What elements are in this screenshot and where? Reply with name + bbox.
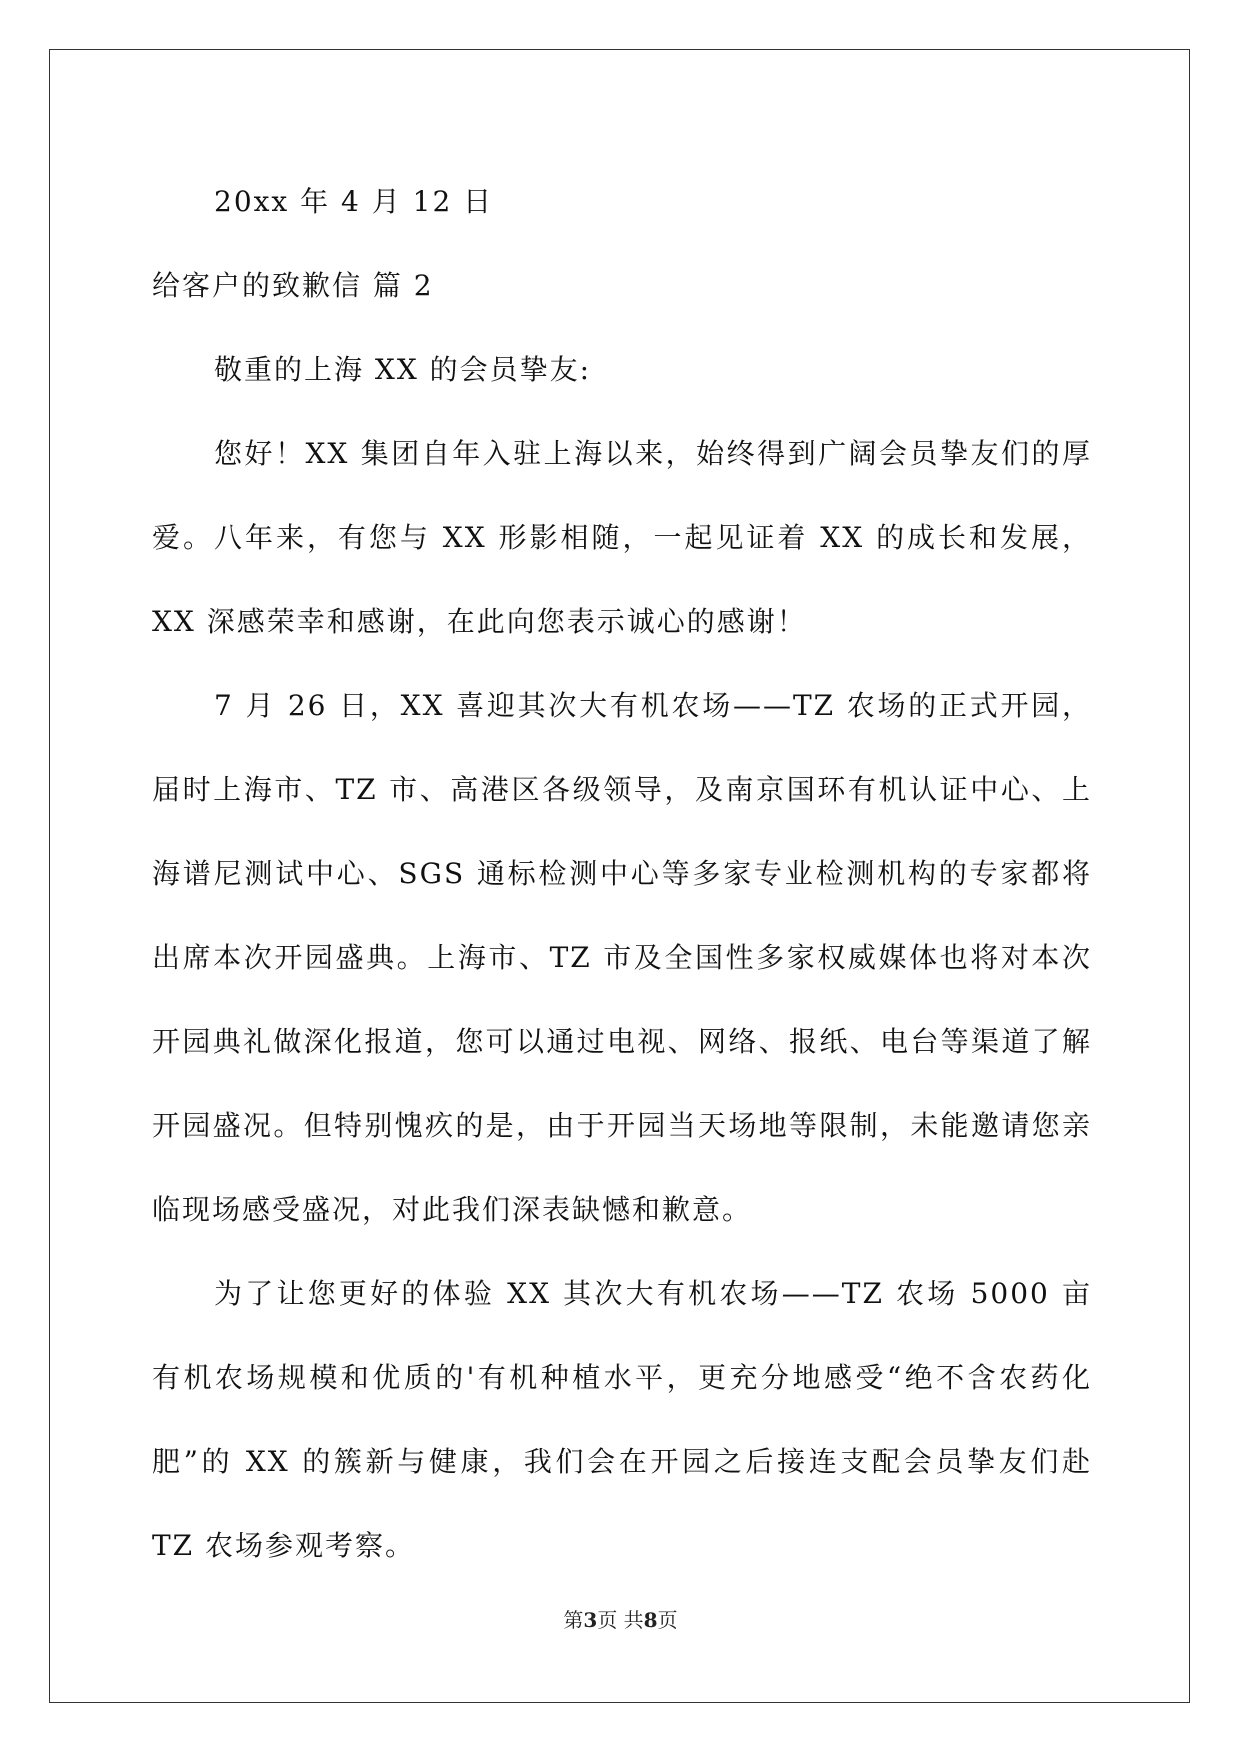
paragraph-3: 为了让您更好的体验 XX 其次大有机农场——TZ 农场 5000 亩有机农场规模和优质的'有机种植水平，更充分地感受“绝不含农药化肥”的 XX 的簇新与健康，我们会在开园之后接连支配会员挚友们赴 TZ 农场参观考察。: [152, 1277, 1092, 1562]
footer-suffix: 页: [657, 1608, 678, 1632]
paragraph-2: 7 月 26 日，XX 喜迎其次大有机农场——TZ 农场的正式开园，届时上海市、TZ 市、高港区各级领导，及南京国环有机认证中心、上海谱尼测试中心、SGS 通标检测中心等多家专业检测机构的专家都将出席本次开园盛典。上海市、TZ 市及全国性多家权威媒体也将对本次开园典礼做深化报道，您可以通过电视、网络、报纸、电台等渠道了解开园盛况。但特别愧疚的是，由于开园当天场地等限制，未能邀请您亲临现场感受盛况，对此我们深表缺憾和歉意。: [152, 689, 1092, 1226]
page-footer: [0, 1604, 1241, 1633]
total-page-count: 8: [643, 1608, 658, 1632]
salutation: 敬重的上海 XX 的会员挚友:: [214, 353, 592, 386]
letter-date: 20xx 年 4 月 12 日: [214, 185, 494, 218]
footer-middle: 页 共: [597, 1608, 644, 1632]
document-body: [152, 160, 1092, 1588]
paragraph-1: 您好！XX 集团自年入驻上海以来，始终得到广阔会员挚友们的厚爱。八年来，有您与 XX 形影相随，一起见证着 XX 的成长和发展，XX 深感荣幸和感谢，在此向您表示诚心的感谢！: [152, 437, 1092, 638]
section-heading: 给客户的致歉信 篇 2: [152, 269, 434, 302]
footer-prefix: 第: [563, 1608, 584, 1632]
current-page-number: 3: [583, 1608, 598, 1632]
